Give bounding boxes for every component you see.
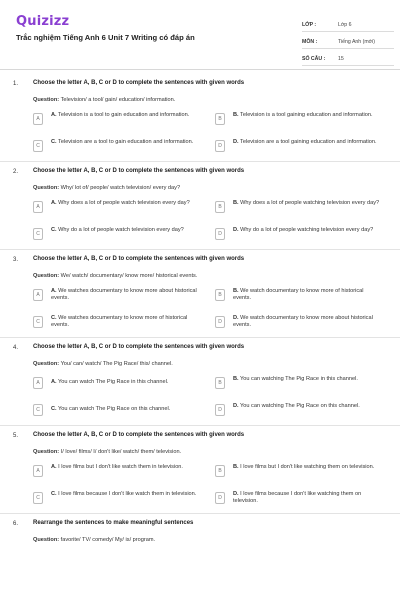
option-label: A. — [51, 288, 57, 294]
quizizz-logo: Quizizz — [16, 14, 70, 29]
option-label: C. — [51, 315, 57, 321]
option-label: D. — [233, 315, 239, 321]
question-5 — [0, 426, 400, 514]
prompt-label: Question: — [33, 537, 60, 543]
option-letter-box[interactable]: A — [33, 113, 43, 125]
option-text — [233, 227, 383, 234]
option-body: Why do a lot of people watching television every day? — [240, 227, 374, 233]
question-instruction: Rearrange the sentences to make meaningful sentences — [33, 520, 194, 526]
meta-value: Lớp 6 — [338, 22, 352, 28]
option-body: I love films but I don't like watch them in television. — [58, 464, 183, 470]
question-prompt — [33, 185, 400, 191]
answer-option-b[interactable] — [215, 376, 393, 394]
option-letter-box[interactable]: B — [215, 377, 225, 389]
question-instruction: Choose the letter A, B, C or D to complete the sentences with given words — [33, 432, 245, 438]
option-letter-box[interactable]: B — [215, 289, 225, 301]
answer-option-b[interactable] — [215, 288, 393, 306]
prompt-label: Question: — [33, 273, 60, 279]
answer-options — [33, 112, 393, 157]
option-text — [51, 491, 201, 498]
option-body: Television is a tool gaining education and information. — [240, 112, 373, 118]
answer-option-a[interactable] — [33, 288, 215, 306]
option-body: Why does a lot of people watch television every day? — [58, 200, 190, 206]
option-body: We watch documentary to know more about historical events. — [233, 315, 373, 328]
option-body: Why do a lot of people watch television every day? — [58, 227, 184, 233]
question-instruction: Choose the letter A, B, C or D to complete the sentences with given words — [33, 256, 245, 262]
meta-row-subject — [302, 32, 394, 49]
option-text — [233, 403, 383, 410]
option-text — [51, 315, 201, 329]
option-label: D. — [233, 139, 239, 145]
option-text — [233, 112, 383, 119]
question-2 — [0, 162, 400, 250]
meta-table — [302, 15, 394, 66]
meta-row-count — [302, 49, 394, 66]
option-body: Why does a lot of people watching television every day? — [240, 200, 380, 206]
option-label: D. — [233, 403, 239, 409]
question-number: 4. — [13, 345, 19, 351]
answer-option-c[interactable] — [33, 491, 215, 509]
option-letter-box[interactable]: D — [215, 140, 225, 152]
answer-option-c[interactable] — [33, 315, 215, 333]
option-letter-box[interactable]: A — [33, 377, 43, 389]
option-letter-box[interactable]: B — [215, 113, 225, 125]
worksheet-header — [0, 0, 400, 70]
option-body: We watch documentary to know more of historical events. — [233, 288, 364, 301]
meta-key: MÔN : — [302, 39, 318, 45]
question-prompt — [33, 537, 400, 543]
meta-row-class — [302, 15, 394, 32]
option-body: I love films but I don't like watching them on television. — [240, 464, 375, 470]
option-body: Television are a tool to gain education and information. — [58, 139, 194, 145]
question-prompt — [33, 97, 400, 103]
option-label: B. — [233, 288, 239, 294]
question-instruction: Choose the letter A, B, C or D to complete the sentences with given words — [33, 344, 245, 350]
option-label: C. — [51, 406, 57, 412]
question-number: 6. — [13, 521, 19, 527]
option-letter-box[interactable]: A — [33, 289, 43, 301]
option-text — [51, 227, 201, 234]
option-body: We watches documentary to know more of historical events. — [51, 315, 188, 328]
option-text — [233, 315, 383, 329]
answer-option-d[interactable] — [215, 491, 393, 509]
prompt-label: Question: — [33, 449, 60, 455]
option-text — [51, 379, 201, 386]
option-label: A. — [51, 379, 57, 385]
question-4 — [0, 338, 400, 426]
option-letter-box[interactable]: B — [215, 201, 225, 213]
option-label: B. — [233, 464, 239, 470]
option-letter-box[interactable]: A — [33, 201, 43, 213]
option-body: We watches documentary to know more about historical events. — [51, 288, 197, 301]
question-6 — [0, 514, 400, 547]
option-label: A. — [51, 112, 57, 118]
question-number: 1. — [13, 81, 19, 87]
option-letter-box[interactable]: C — [33, 404, 43, 416]
question-number: 3. — [13, 257, 19, 263]
option-text — [233, 200, 383, 207]
option-text — [233, 491, 383, 505]
option-body: Television is a tool to gain education and information. — [58, 112, 190, 118]
prompt-label: Question: — [33, 361, 60, 367]
question-prompt — [33, 273, 400, 279]
option-label: B. — [233, 112, 239, 118]
answer-options — [33, 200, 393, 245]
option-body: You can watch The Pig Race on this channel. — [58, 406, 171, 412]
option-label: C. — [51, 491, 57, 497]
document-title: Trắc nghiệm Tiếng Anh 6 Unit 7 Writing có đáp án — [16, 33, 195, 42]
answer-option-d[interactable] — [215, 227, 393, 245]
option-text — [51, 464, 201, 471]
answer-option-d[interactable] — [215, 315, 393, 333]
answer-option-b[interactable] — [215, 112, 393, 130]
option-label: D. — [233, 227, 239, 233]
option-body: I love films because I don't like watching them on television. — [233, 491, 362, 504]
option-letter-box[interactable]: A — [33, 465, 43, 477]
answer-option-b[interactable] — [215, 464, 393, 482]
option-letter-box[interactable]: D — [215, 492, 225, 504]
option-body: You can watch The Pig Race in this channel. — [58, 379, 169, 385]
option-label: C. — [51, 227, 57, 233]
option-letter-box[interactable]: C — [33, 492, 43, 504]
option-text — [233, 288, 383, 302]
option-label: B. — [233, 376, 239, 382]
question-instruction: Choose the letter A, B, C or D to complete the sentences with given words — [33, 168, 245, 174]
answer-option-d[interactable] — [215, 403, 393, 421]
answer-options — [33, 376, 393, 421]
option-letter-box[interactable]: D — [215, 228, 225, 240]
option-body: You can watching The Pig Race in this channel. — [240, 376, 358, 382]
option-letter-box[interactable]: D — [215, 316, 225, 328]
question-list — [0, 74, 400, 547]
prompt-text: You/ can/ watch/ The Pig Race/ this/ channel. — [60, 361, 173, 367]
option-label: A. — [51, 200, 57, 206]
question-prompt — [33, 449, 400, 455]
prompt-text: Why/ lot of/ people/ watch television/ every day? — [60, 185, 181, 191]
prompt-text: I/ love/ films/ I/ don't like/ watch/ them/ television. — [60, 449, 182, 455]
option-text — [233, 376, 383, 383]
option-label: B. — [233, 200, 239, 206]
prompt-text: We/ watch/ documentary/ know more/ historical events. — [60, 273, 198, 279]
option-text — [233, 464, 383, 471]
option-letter-box[interactable]: D — [215, 404, 225, 416]
meta-key: SỐ CÂU : — [302, 56, 326, 62]
answer-options — [33, 464, 393, 509]
option-letter-box[interactable]: B — [215, 465, 225, 477]
option-text — [51, 112, 201, 119]
option-body: I love films because I don't like watch them in television. — [58, 491, 197, 497]
question-number: 2. — [13, 169, 19, 175]
option-label: D. — [233, 491, 239, 497]
answer-options — [33, 288, 393, 333]
meta-value: Tiếng Anh (mới) — [338, 39, 375, 45]
option-text — [51, 288, 201, 302]
answer-option-c[interactable] — [33, 139, 215, 157]
prompt-label: Question: — [33, 185, 60, 191]
answer-option-d[interactable] — [215, 139, 393, 157]
option-body: Television are a tool gaining education and information. — [240, 139, 377, 145]
prompt-text: Television/ a tool/ gain/ education/ information. — [60, 97, 176, 103]
question-1 — [0, 74, 400, 162]
answer-option-a[interactable] — [33, 112, 215, 130]
answer-option-c[interactable] — [33, 403, 215, 421]
meta-value: 15 — [338, 56, 344, 62]
option-text — [51, 139, 201, 146]
answer-option-a[interactable] — [33, 376, 215, 394]
option-text — [51, 406, 201, 413]
question-prompt — [33, 361, 400, 367]
answer-option-b[interactable] — [215, 200, 393, 218]
answer-option-c[interactable] — [33, 227, 215, 245]
option-letter-box[interactable]: C — [33, 316, 43, 328]
answer-option-a[interactable] — [33, 200, 215, 218]
option-body: You can watching The Pig Race on this channel. — [240, 403, 360, 409]
option-letter-box[interactable]: C — [33, 228, 43, 240]
question-3 — [0, 250, 400, 338]
option-text — [233, 139, 383, 146]
option-text — [51, 200, 201, 207]
prompt-label: Question: — [33, 97, 60, 103]
prompt-text: favorite/ TV/ comedy/ My/ is/ program. — [60, 537, 156, 543]
answer-option-a[interactable] — [33, 464, 215, 482]
option-letter-box[interactable]: C — [33, 140, 43, 152]
option-label: C. — [51, 139, 57, 145]
meta-key: LỚP : — [302, 22, 317, 28]
question-instruction: Choose the letter A, B, C or D to complete the sentences with given words — [33, 80, 245, 86]
question-number: 5. — [13, 433, 19, 439]
option-label: A. — [51, 464, 57, 470]
